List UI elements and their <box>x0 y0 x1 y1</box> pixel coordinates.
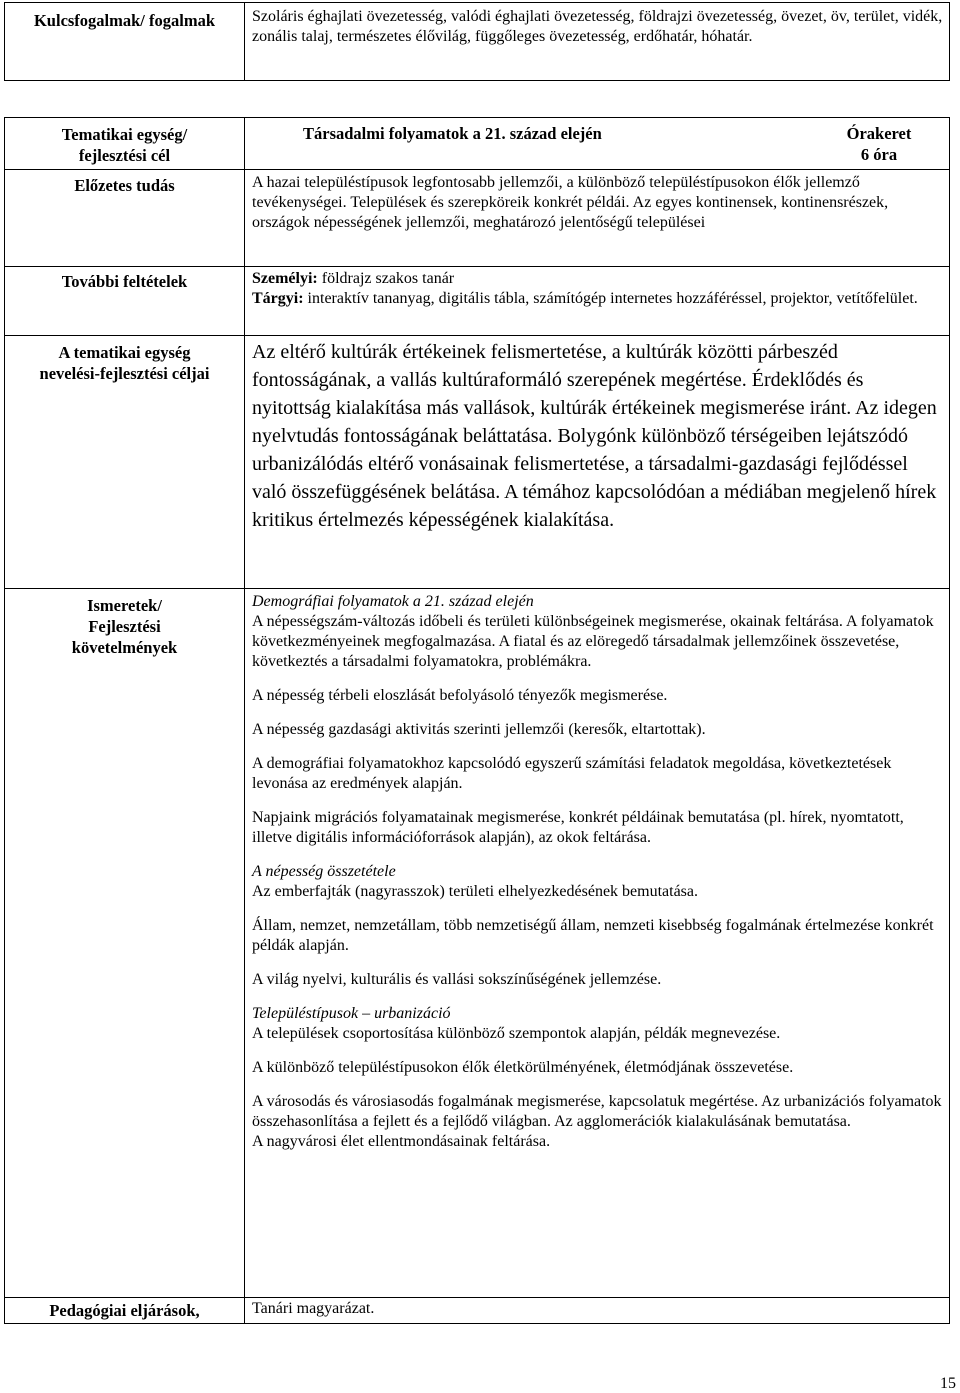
knowledge-cell <box>245 589 950 1298</box>
knowledge-item: A népességszám-változás időbeli és területi különbségeinek megismerése, okainak feltárása. A folyamatok következményeinek megfogalmazása. A fiatal és az elöregedő társadalmak jellemzőinek összevetése, következtés a társadalmi folyamatokra, problémákra. <box>252 613 934 670</box>
key-concepts-table <box>4 2 950 81</box>
hours-value: 6 óra <box>860 145 898 164</box>
prior-knowledge-cell <box>245 170 950 267</box>
knowledge-item: A demográfiai folyamatokhoz kapcsolódó egyszerű számítási feladatok megoldása, következtetések levonása az eredmények alapján. <box>252 755 892 792</box>
personal-label: Személyi: <box>252 270 318 287</box>
material-text: interaktív tananyag, digitális tábla, számítógép internetes hozzáféréssel, projektor, vetítőfelület. <box>303 290 918 307</box>
prior-knowledge-text: A hazai településtípusok legfontosabb jellemzői, a különböző településtípusokon élők jellemző tevékenységei. Települések és szerepköreik konkrét példái. Az egyes kontinensek, kontinensrészek, országok népességének jellemzői, meghatározó jelentőségű települései <box>252 174 889 231</box>
goals-text: Az eltérő kultúrák értékeinek felismertetése, a kultúrák közötti párbeszéd fontosságának, a vallás kultúraformáló szerepének megértése. Érdeklődés és nyitottság kialakítása más vallások, kultúrák értékeinek megismerése iránt. Az idegen nyelvtudás fontosságának beláttatása. Bolygónk különböző térségeiben lejátszódó urbanizálódás eltérő vonásainak felismertetése, a társadalmi-gazdasági fejlődéssel való összefüggésének belátása. A témához kapcsolódóan a médiában megjelenő hírek kritikus értelmezés képességének kialakítása. <box>252 341 937 531</box>
label-cell-elozetes <box>5 170 245 267</box>
label-cell-tematikai <box>5 118 245 170</box>
unit-title: Társadalmi folyamatok a 21. század elején <box>303 124 602 143</box>
knowledge-item: Településtípusok – urbanizáció <box>252 1005 451 1022</box>
label-ismeretek: Ismeretek/ Fejlesztési követelmények <box>71 596 178 657</box>
label-cell-ismeretek <box>5 589 245 1298</box>
conditions-cell <box>245 267 950 336</box>
title-cell <box>245 118 950 170</box>
thematic-unit-table <box>4 117 950 1324</box>
label-cell-pedagogiai <box>5 1298 245 1324</box>
knowledge-list <box>252 592 943 1152</box>
knowledge-item: A városodás és városiasodás fogalmának megismerése, kapcsolatuk megértése. Az urbanizációs folyamatok összehasonlítása a fejlett és a fejlődő világban. Az agglomerációk kialakulásának bemutatása. <box>252 1093 942 1130</box>
knowledge-item: A népesség térbeli eloszlását befolyásoló tényezők megismerése. <box>252 687 668 704</box>
label-tovabbi: További feltételek <box>61 272 188 291</box>
hours-block <box>824 123 942 165</box>
pedagogy-cell <box>245 1298 950 1324</box>
knowledge-item: A népesség gazdasági aktivitás szerinti jellemzői (keresők, eltartottak). <box>252 721 706 738</box>
label-celjai: A tematikai egység nevelési-fejlesztési céljai <box>39 343 210 383</box>
material-label: Tárgyi: <box>252 290 304 307</box>
label-cell-celjai <box>5 336 245 589</box>
key-concepts-label-cell <box>5 3 245 81</box>
key-concepts-text: Szoláris éghajlati övezetesség, valódi éghajlati övezetesség, földrajzi övezetesség, övezet, öv, terület, vidék, zonális talaj, természetes élővilág, függőleges övezetesség, erdőhatár, hóhatár. <box>252 8 943 45</box>
label-cell-tovabbi <box>5 267 245 336</box>
knowledge-item: A népesség összetétele <box>252 863 396 880</box>
key-concepts-cell <box>245 3 950 81</box>
knowledge-item: Napjaink migrációs folyamatainak megismerése, konkrét példáinak bemutatása (pl. hírek, nyomtatott, illetve digitális információforrások alapján), az okok feltárása. <box>252 809 904 846</box>
page-number: 15 <box>940 1375 956 1392</box>
knowledge-item: Demográfiai folyamatok a 21. század elején <box>252 593 534 610</box>
pedagogy-text: Tanári magyarázat. <box>252 1300 375 1317</box>
knowledge-item: Az emberfajták (nagyrasszok) területi elhelyezkedésének bemutatása. <box>252 883 699 900</box>
knowledge-item: A különböző településtípusokon élők életkörülményének, életmódjának összevetése. <box>252 1059 794 1076</box>
key-concepts-label: Kulcsfogalmak/ fogalmak <box>33 11 216 30</box>
knowledge-item: A települések csoportosítása különböző szempontok alapján, példák megnevezése. <box>252 1025 781 1042</box>
label-elozetes: Előzetes tudás <box>74 176 175 195</box>
hours-label: Órakeret <box>846 124 912 143</box>
knowledge-item: A nagyvárosi élet ellentmondásainak feltárása. <box>252 1133 551 1150</box>
goals-cell <box>245 336 950 589</box>
knowledge-item: A világ nyelvi, kulturális és vallási sokszínűségének jellemzése. <box>252 971 662 988</box>
knowledge-item: Állam, nemzet, nemzetállam, több nemzetiségű állam, nemzeti kisebbség fogalmának értelmezése konkrét példák alapján. <box>252 917 934 954</box>
label-tematikai: Tematikai egység/ fejlesztési cél <box>61 125 188 165</box>
personal-text: földrajz szakos tanár <box>317 270 455 287</box>
label-pedagogiai: Pedagógiai eljárások, <box>49 1301 200 1320</box>
